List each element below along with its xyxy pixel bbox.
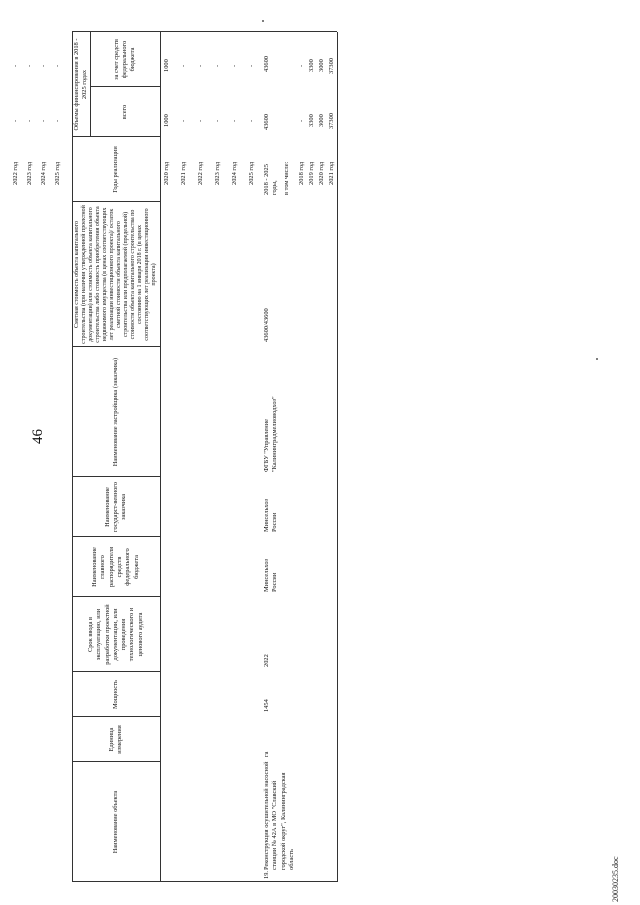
header-years: Годы реализации xyxy=(111,146,119,193)
entry-main-manager: Минсельхоз России xyxy=(263,558,279,592)
entry-row-federal: - xyxy=(26,64,33,67)
header-total: всего xyxy=(120,104,128,120)
upper-row-total: - xyxy=(214,119,221,122)
header-financing: Объемы финансирования в 2018 - 2025 годах xyxy=(72,38,88,131)
entry-row-total: - xyxy=(40,119,47,122)
entry-row-total: - xyxy=(26,119,33,122)
upper-row-year: 2020 год xyxy=(163,161,170,185)
header-unit: Единица измерения xyxy=(107,725,123,754)
entry-row-total: - xyxy=(12,119,19,122)
entry-row-total: 3000 xyxy=(318,114,325,127)
header-commissioning: Срок ввода в эксплуатацию, или разработки проектной документации, или проведения технологического и ценового аудита xyxy=(86,604,144,665)
upper-row-year: 2022 год xyxy=(197,161,204,185)
entry-estimated-cost: 43600/43600 xyxy=(263,308,270,342)
upper-row-total: 1000 xyxy=(163,114,170,127)
entry-row-year: 2020 год xyxy=(318,161,325,185)
entry-row-total: - xyxy=(298,119,305,122)
entry-row-year: 2018 год xyxy=(298,161,305,185)
entry-period: 2018 - 2025 годы, xyxy=(263,164,279,195)
page-number: 46 xyxy=(30,429,46,444)
table-overflow-rows xyxy=(8,32,68,882)
header-main-manager: Наименование главного распорядителя средств федерального бюджета xyxy=(91,546,140,588)
entry-row-year: 2019 год xyxy=(308,161,315,185)
upper-row-federal: - xyxy=(214,64,221,67)
upper-row-total: - xyxy=(197,119,204,122)
header-bottom-border xyxy=(160,32,161,882)
entry-row-year: 2022 год xyxy=(12,161,19,185)
entry-row-federal: 3300 xyxy=(308,59,315,72)
footer-filename: 20030235.doc xyxy=(611,856,620,902)
upper-row-total: - xyxy=(231,119,238,122)
entry-row-year: 2021 год xyxy=(328,161,335,185)
upper-row-year: 2025 год xyxy=(248,161,255,185)
entry-row-federal: - xyxy=(54,64,61,67)
header-federal: за счет средств федерального бюджета xyxy=(112,39,137,80)
entry-including: в том числе: xyxy=(283,161,290,195)
upper-row-year: 2021 год xyxy=(180,161,187,185)
entry-row-total: 3300 xyxy=(308,114,315,127)
entry-row-year: 2023 год xyxy=(26,161,33,185)
header-capacity: Мощность xyxy=(111,680,119,709)
entry-row-federal: - xyxy=(298,64,305,67)
entry-row-year: 2025 год xyxy=(54,161,61,185)
table-bottom-border xyxy=(337,32,338,882)
upper-row-federal: 1000 xyxy=(163,59,170,72)
entry-capacity: 1454 xyxy=(263,699,270,712)
header-estimated-cost: Сметная стоимость объекта капитального строительства (при наличии утвержденной проектной документации) или стоимость объекта капитального строительства либо стоимость приобретения объекта недвижимого имущества (в ценах соответствующих лет реализации инвестиционного проекта)/ остаток сметной стоимости объекта капитального строительства или предполагаемой (предельной) стоимости объекта капитального строительства по состоянию на 1 января 2018 г. (в ценах соответствующих лет реализации инвестиционного проекта) xyxy=(73,205,158,344)
header-state-customer: Наименование государст-венного заказчика xyxy=(103,482,128,532)
upper-row-year: 2024 год xyxy=(231,161,238,185)
entry-commissioning: 2022 xyxy=(263,654,270,667)
upper-row-federal: - xyxy=(248,64,255,67)
upper-row-federal: - xyxy=(180,64,187,67)
upper-row-federal: - xyxy=(231,64,238,67)
upper-row-total: - xyxy=(248,119,255,122)
entry-developer: ФГБУ "Управление "Калининградмелиоводхоз" xyxy=(263,396,279,472)
entry-row-federal: - xyxy=(40,64,47,67)
entry-row-year: 2024 год xyxy=(40,161,47,185)
investment-table xyxy=(72,32,337,882)
scan-speck xyxy=(596,358,598,360)
entry-number: 19. xyxy=(263,871,270,879)
entry-unit: га xyxy=(263,751,270,757)
upper-row-year: 2023 год xyxy=(214,161,221,185)
entry-object-name: Реконструкция осушительной насосной станции № 42А в МО "Славский городской округ", Калининградская область xyxy=(263,761,295,870)
entry-period-total: 43600 xyxy=(263,114,270,130)
entry-row-total: - xyxy=(54,119,61,122)
upper-row-federal: - xyxy=(197,64,204,67)
entry-row-federal: 37300 xyxy=(328,58,335,74)
entry-row-federal: 3000 xyxy=(318,59,325,72)
upper-row-total: - xyxy=(180,119,187,122)
header-developer: Наименование застройщика (заказчика) xyxy=(111,357,119,467)
scan-speck xyxy=(262,20,264,22)
entry-period-federal: 43600 xyxy=(263,56,270,72)
header-object-name: Наименование объекта xyxy=(111,790,119,854)
entry-state-customer: Минсельхоз России xyxy=(263,498,279,532)
entry-row-federal: - xyxy=(12,64,19,67)
entry-row-total: 37300 xyxy=(328,113,335,129)
